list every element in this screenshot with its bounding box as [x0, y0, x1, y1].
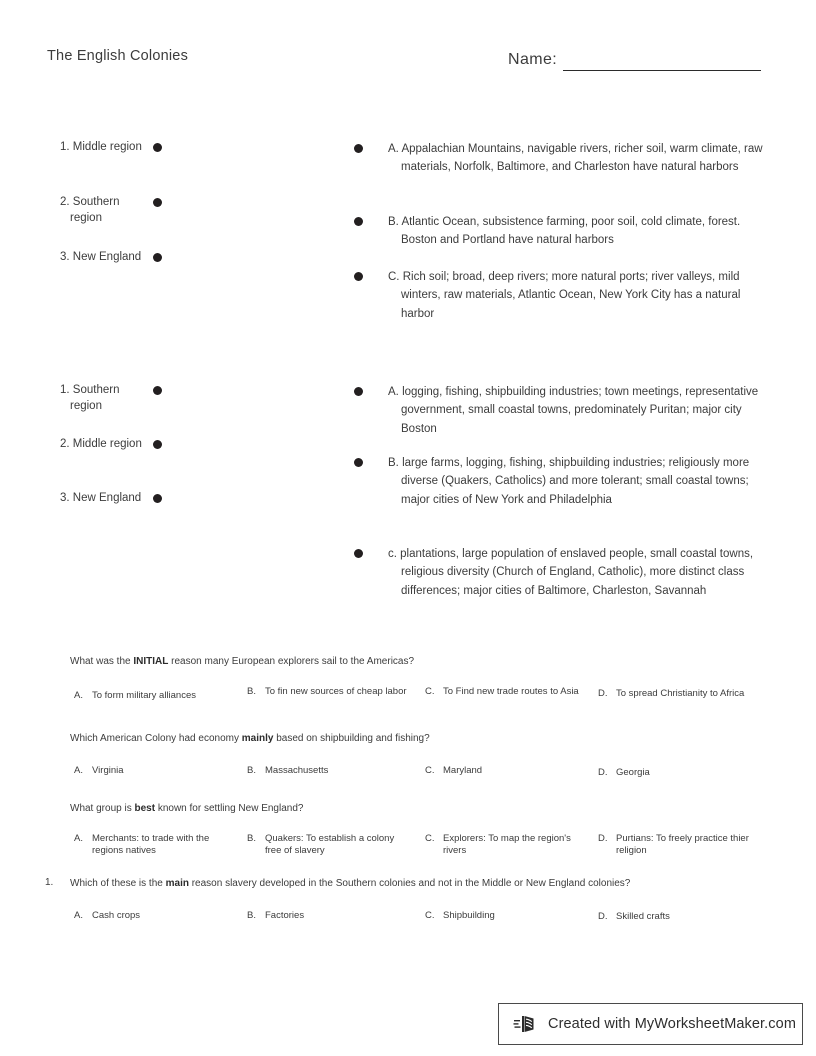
- mc-option-text: Shipbuilding: [443, 910, 495, 921]
- mc-option-a[interactable]: [74, 833, 239, 856]
- mc-option-c[interactable]: [425, 833, 575, 856]
- match-bullet[interactable]: [153, 494, 162, 503]
- footer-attribution-badge[interactable]: [498, 1003, 803, 1045]
- name-input-line[interactable]: [563, 55, 761, 71]
- match-prompt-text: 1. Middle region: [60, 141, 142, 153]
- match-bullet[interactable]: [354, 144, 363, 153]
- mc-question-text: What group is best known for settling New England?: [70, 803, 304, 814]
- match-prompt-text: 2. Southern region: [60, 196, 120, 224]
- mc-option-letter: C.: [425, 686, 435, 697]
- mc-option-text: Merchants: to trade with the regions natives: [92, 833, 210, 856]
- match-answer-text: C. Rich soil; broad, deep rivers; more natural ports; river valleys, mild winters, raw materials, Atlantic Ocean, New York City has a natural harbor: [388, 271, 741, 320]
- match-prompt-text: 3. New England: [60, 492, 142, 504]
- mc-option-c[interactable]: [425, 910, 575, 922]
- match-answer-c[interactable]: [350, 545, 770, 600]
- mc-option-letter: A.: [74, 765, 83, 776]
- mc-option-letter: C.: [425, 833, 435, 844]
- name-label: Name:: [508, 51, 558, 68]
- mc-option-d[interactable]: [598, 911, 748, 923]
- match-answer-text: c. plantations, large population of enslaved people, small coastal towns, religious diversity (Church of England, Catholic), more distinct class differences; major cities of Baltimore, Charleston, Savannah: [388, 548, 754, 597]
- match-bullet[interactable]: [354, 272, 363, 281]
- mc-option-a[interactable]: [74, 690, 244, 702]
- match-answer-text: A. logging, fishing, shipbuilding industries; town meetings, representative government, small coastal towns, predominately Puritan; major city Boston: [388, 386, 759, 435]
- mc-option-text: Cash crops: [92, 910, 141, 921]
- mc-option-text: To fin new sources of cheap labor: [265, 686, 407, 697]
- mc-option-text: Virginia: [92, 765, 124, 776]
- mc-option-c[interactable]: [425, 686, 580, 698]
- match-answer-text: B. large farms, logging, fishing, shipbuilding industries; religiously more diverse (Quakers, Catholics) and more tolerant; small coastal towns; major cities of New York and Philadelphia: [388, 457, 750, 506]
- mc-option-letter: A.: [74, 833, 83, 844]
- match-bullet[interactable]: [153, 143, 162, 152]
- mc-option-letter: D.: [598, 833, 608, 844]
- mc-question-number: 1.: [45, 877, 54, 888]
- match-bullet[interactable]: [153, 198, 162, 207]
- match-answer-b[interactable]: [350, 213, 770, 250]
- mc-option-a[interactable]: [74, 765, 234, 777]
- match-prompt-text: 2. Middle region: [60, 438, 142, 450]
- worksheet-maker-logo-icon: [513, 1011, 539, 1037]
- mc-option-text: Georgia: [616, 767, 650, 778]
- mc-option-text: To form military alliances: [92, 690, 196, 701]
- match-bullet[interactable]: [153, 440, 162, 449]
- match-bullet[interactable]: [354, 217, 363, 226]
- match-prompt-1[interactable]: [60, 140, 142, 158]
- mc-option-text: Purtians: To freely practice thier religion: [616, 833, 749, 856]
- mc-option-a[interactable]: [74, 910, 234, 922]
- match-bullet[interactable]: [153, 253, 162, 262]
- mc-option-d[interactable]: [598, 767, 748, 779]
- mc-question-text: Which American Colony had economy mainly based on shipbuilding and fishing?: [70, 733, 430, 744]
- mc-option-letter: C.: [425, 910, 435, 921]
- mc-option-text: Skilled crafts: [616, 911, 670, 922]
- mc-option-text: Explorers: To map the region's rivers: [443, 833, 571, 856]
- match-prompt-2[interactable]: [60, 437, 142, 455]
- match-prompt-text: 3. New England: [60, 251, 142, 263]
- match-answer-c[interactable]: [350, 268, 770, 323]
- mc-option-letter: D.: [598, 911, 608, 922]
- match-answer-b[interactable]: [350, 454, 770, 509]
- mc-option-letter: B.: [247, 910, 256, 921]
- match-prompt-2[interactable]: [60, 195, 142, 227]
- mc-option-text: To spread Christianity to Africa: [616, 688, 745, 699]
- mc-option-text: Massachusetts: [265, 765, 329, 776]
- page-title: The English Colonies: [47, 48, 189, 64]
- mc-option-b[interactable]: [247, 686, 407, 698]
- mc-option-letter: D.: [598, 767, 608, 778]
- mc-option-text: Maryland: [443, 765, 483, 776]
- match-prompt-3[interactable]: [60, 491, 142, 509]
- mc-option-letter: A.: [74, 690, 83, 701]
- match-answer-a[interactable]: [350, 383, 770, 438]
- match-answer-a[interactable]: [350, 140, 770, 177]
- mc-option-letter: B.: [247, 833, 256, 844]
- match-answer-text: A. Appalachian Mountains, navigable rivers, richer soil, warm climate, raw materials, Norfolk, Baltimore, and Charleston have natural harbors: [388, 143, 763, 174]
- mc-option-d[interactable]: [598, 833, 758, 856]
- name-field-group: [508, 52, 761, 71]
- footer-attribution-text: Created with MyWorksheetMaker.com: [548, 1016, 797, 1032]
- mc-option-letter: C.: [425, 765, 435, 776]
- match-bullet[interactable]: [354, 549, 363, 558]
- mc-option-text: To Find new trade routes to Asia: [443, 686, 579, 697]
- mc-option-letter: B.: [247, 765, 256, 776]
- match-bullet[interactable]: [354, 387, 363, 396]
- match-bullet[interactable]: [153, 386, 162, 395]
- match-prompt-1[interactable]: [60, 383, 142, 415]
- mc-option-text: Quakers: To establish a colony free of slavery: [265, 833, 395, 856]
- mc-question-text: What was the INITIAL reason many European explorers sail to the Americas?: [70, 656, 415, 667]
- mc-option-b[interactable]: [247, 765, 407, 777]
- match-answer-text: B. Atlantic Ocean, subsistence farming, poor soil, cold climate, forest. Boston and Portland have natural harbors: [388, 216, 741, 247]
- match-prompt-text: 1. Southern region: [60, 384, 120, 412]
- match-prompt-3[interactable]: [60, 250, 142, 268]
- mc-option-b[interactable]: [247, 910, 407, 922]
- mc-option-letter: B.: [247, 686, 256, 697]
- mc-option-letter: A.: [74, 910, 83, 921]
- mc-option-c[interactable]: [425, 765, 575, 777]
- mc-option-text: Factories: [265, 910, 305, 921]
- mc-option-letter: D.: [598, 688, 608, 699]
- mc-option-b[interactable]: [247, 833, 407, 856]
- mc-question-text: Which of these is the main reason slavery developed in the Southern colonies and not in the Middle or New England colonies?: [70, 878, 631, 889]
- mc-option-d[interactable]: [598, 688, 758, 700]
- match-bullet[interactable]: [354, 458, 363, 467]
